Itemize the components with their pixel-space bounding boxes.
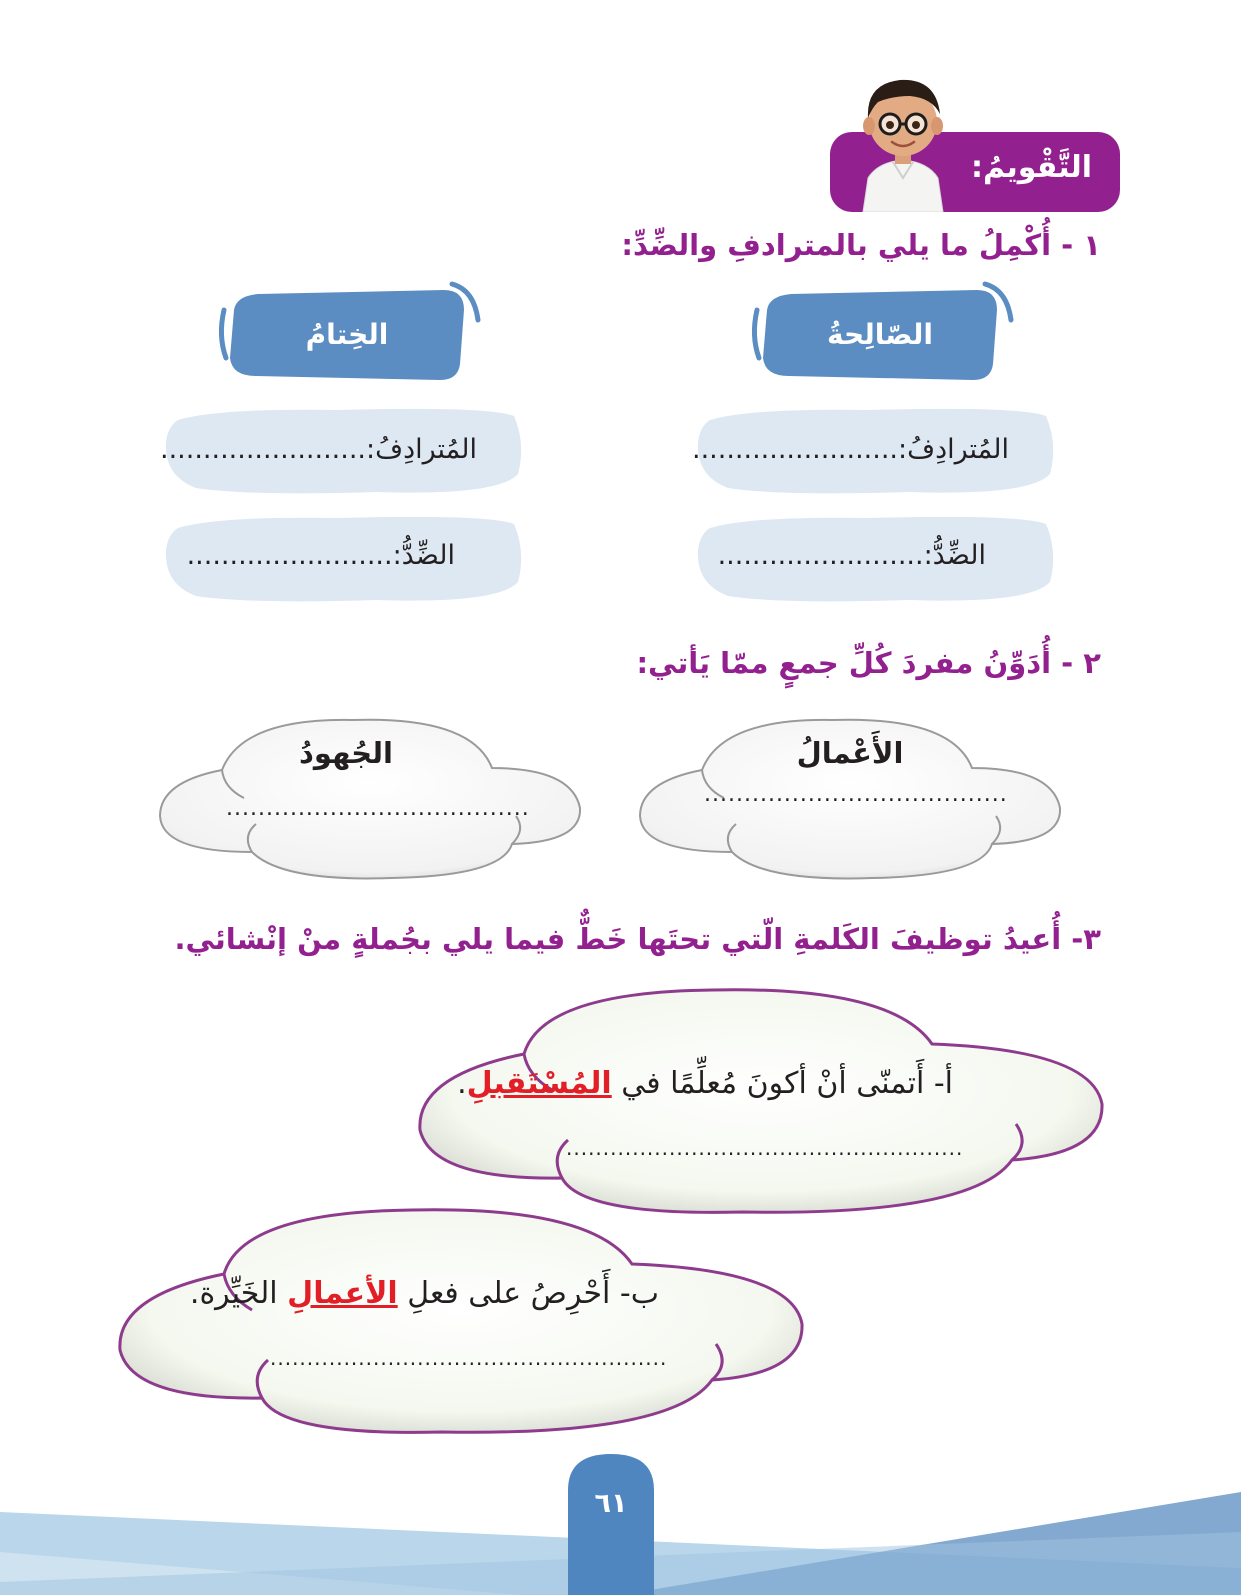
word-label-left: الخِتامُ — [305, 318, 389, 351]
question-1-title: ١ - أُكْمِلُ ما يلي بالمترادفِ والضِّدِّ: — [621, 228, 1101, 262]
cloud-shape-b — [112, 1204, 812, 1440]
synonym-row-right — [692, 434, 1009, 465]
sentence-a-highlight: المُسْتَقبلِ — [466, 1066, 612, 1101]
sentence-b-prefix: ب- أَحْرِصُ على فعلِ — [397, 1276, 659, 1311]
antonym-blank[interactable]: ........................ — [717, 540, 924, 571]
boy-character-illustration — [848, 66, 958, 212]
sentence-a-blank[interactable]: ...................................................... — [566, 1136, 964, 1160]
section-title: التَّقْويمُ: — [971, 150, 1092, 185]
antonym-row-left — [187, 540, 455, 571]
antonym-blank[interactable]: ........................ — [186, 540, 393, 571]
word-label-right: الصّالِحةُ — [827, 318, 933, 351]
antonym-label: الضِّدُّ: — [923, 540, 986, 571]
page-number: ٦١ — [594, 1488, 628, 1519]
singular-blank-left[interactable]: ...................................... — [226, 796, 530, 821]
sentence-b-highlight: الأعمالِ — [287, 1276, 398, 1311]
antonym-label: الضِّدُّ: — [392, 540, 455, 571]
synonym-label: المُترادِفُ: — [366, 434, 477, 465]
sentence-a-prefix: أ- أَتمنّى أنْ أكونَ مُعلِّمًا في — [611, 1066, 953, 1101]
sentence-b-suffix: الخَيِّرة. — [189, 1276, 288, 1311]
sentence-a — [457, 1066, 953, 1101]
question-3-title: ٣- أُعيدُ توظيفَ الكَلمةِ الّتي تحتَها خَطٌّ فيما يلي بجُملةٍ منْ إنْشائي. — [174, 922, 1101, 956]
sentence-b-blank[interactable]: ...................................................... — [270, 1346, 668, 1370]
singular-blank-right[interactable]: ...................................... — [704, 782, 1008, 807]
antonym-row-right — [718, 540, 986, 571]
synonym-blank[interactable]: ........................ — [692, 434, 898, 465]
synonym-blank[interactable]: ........................ — [160, 434, 366, 465]
cloud-shape-a — [412, 984, 1112, 1220]
sentence-a-suffix: . — [457, 1066, 467, 1101]
synonym-label: المُترادِفُ: — [898, 434, 1009, 465]
synonym-row-left — [160, 434, 477, 465]
page-number-tab — [568, 1454, 654, 1595]
plural-word-left: الجُهودُ — [299, 736, 393, 770]
plural-word-right: الأَعْمالُ — [796, 736, 904, 770]
question-2-title: ٢ - أُدَوِّنُ مفردَ كُلِّ جمعٍ ممّا يَأتي: — [636, 646, 1101, 680]
sentence-b — [190, 1276, 659, 1311]
